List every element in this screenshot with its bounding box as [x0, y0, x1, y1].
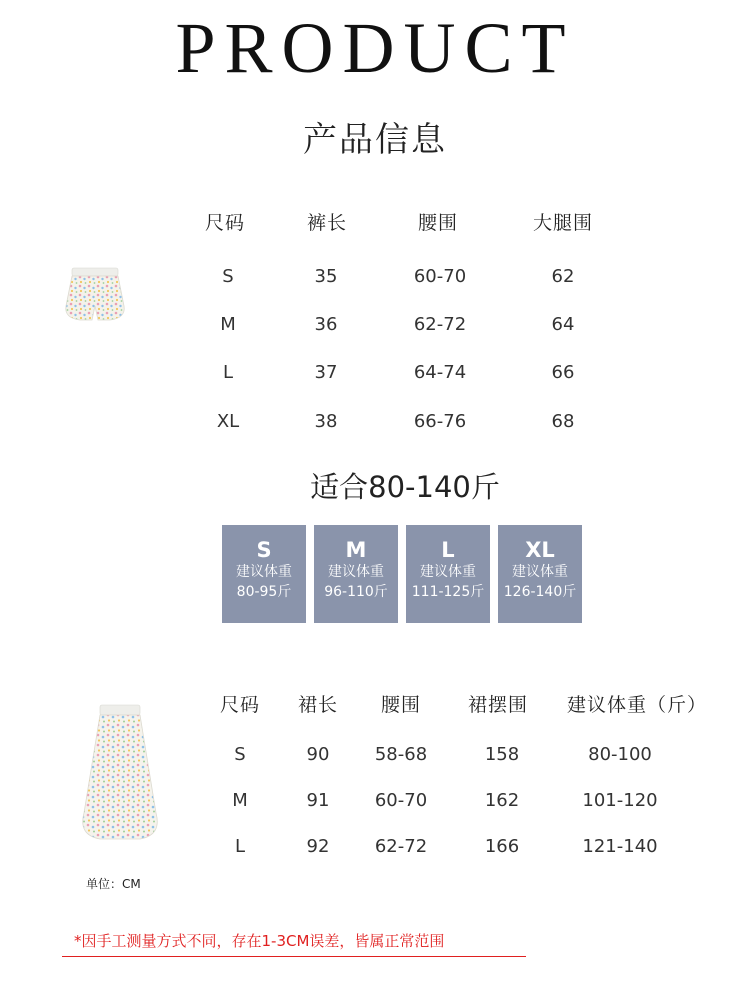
shorts-cell: 66-76 [413, 411, 467, 432]
badge-range: 80-95斤 [236, 584, 292, 601]
skirt-cell: 60-70 [374, 790, 428, 811]
skirt-cell: 92 [306, 836, 330, 857]
badge-range: 111-125斤 [411, 584, 485, 601]
skirt-header-length: 裙长 [297, 694, 339, 716]
page-title: PRODUCT [175, 8, 575, 88]
weight-badge-xl [498, 525, 582, 623]
shorts-cell: S [222, 266, 234, 287]
badge-label: 建议体重 [328, 564, 384, 581]
shorts-cell: 35 [314, 266, 338, 287]
shorts-cell: 62-72 [413, 314, 467, 335]
shorts-header-size: 尺码 [204, 212, 246, 234]
shorts-cell: 38 [314, 411, 338, 432]
badge-range: 96-110斤 [324, 584, 388, 601]
weight-badge-l [406, 525, 490, 623]
weight-badge-s [222, 525, 306, 623]
shorts-cell: 60-70 [413, 266, 467, 287]
skirt-product-image [76, 703, 164, 843]
badge-size: L [441, 538, 455, 562]
skirt-header-size: 尺码 [219, 694, 261, 716]
shorts-cell: L [222, 362, 234, 383]
skirt-header-weight: 建议体重（斤） [566, 694, 708, 716]
skirt-cell: 90 [306, 744, 330, 765]
skirt-cell: S [234, 744, 246, 765]
disclaimer-underline [62, 956, 526, 957]
skirt-cell: 62-72 [374, 836, 428, 857]
skirt-cell: L [234, 836, 246, 857]
skirt-cell: 101-120 [582, 790, 658, 811]
skirt-cell: 58-68 [374, 744, 428, 765]
skirt-header-waist: 腰围 [380, 694, 422, 716]
badge-label: 建议体重 [512, 564, 568, 581]
shorts-cell: 62 [551, 266, 575, 287]
fit-weight-range: 适合80-140斤 [310, 470, 500, 504]
shorts-header-thigh: 大腿围 [532, 212, 594, 234]
badge-size: M [345, 538, 367, 562]
shorts-cell: 66 [551, 362, 575, 383]
weight-badge-m [314, 525, 398, 623]
shorts-product-image [60, 266, 130, 328]
badge-label: 建议体重 [236, 564, 292, 581]
skirt-cell: 158 [484, 744, 520, 765]
skirt-cell: 162 [484, 790, 520, 811]
skirt-cell: M [232, 790, 248, 811]
skirt-header-hem: 裙摆围 [467, 694, 529, 716]
badge-range: 126-140斤 [503, 584, 577, 601]
shorts-cell: 64-74 [413, 362, 467, 383]
skirt-cell: 91 [306, 790, 330, 811]
shorts-header-length: 裤长 [306, 212, 348, 234]
shorts-header-waist: 腰围 [417, 212, 459, 234]
shorts-cell: 37 [314, 362, 338, 383]
skirt-cell: 166 [484, 836, 520, 857]
badge-size: XL [525, 538, 555, 562]
shorts-cell: M [220, 314, 236, 335]
shorts-cell: XL [216, 411, 240, 432]
shorts-cell: 36 [314, 314, 338, 335]
skirt-cell: 121-140 [582, 836, 658, 857]
measurement-disclaimer: *因手工测量方式不同，存在1-3CM误差，皆属正常范围 [74, 932, 445, 950]
shorts-cell: 68 [551, 411, 575, 432]
badge-label: 建议体重 [420, 564, 476, 581]
page-subtitle: 产品信息 [303, 120, 447, 160]
shorts-cell: 64 [551, 314, 575, 335]
skirt-cell: 80-100 [588, 744, 652, 765]
unit-label: 单位：CM [86, 877, 141, 891]
badge-size: S [256, 538, 272, 562]
